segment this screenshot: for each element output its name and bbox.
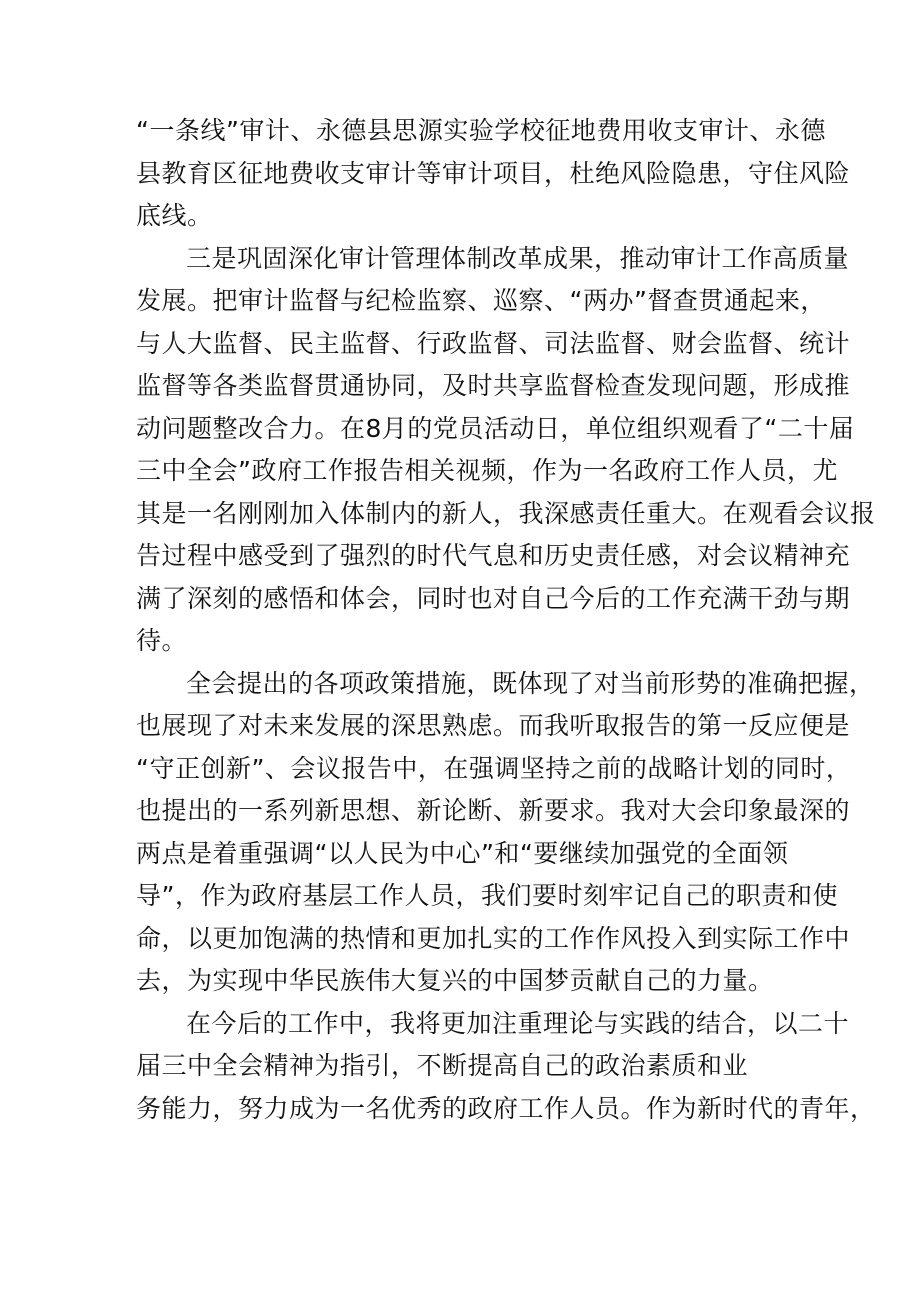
text-line: 底线。 [136, 201, 213, 230]
text-line: 命，以更加饱满的热情和更加扎实的工作作风投入到实际工作中 [136, 923, 851, 953]
text-line: 导”，作为政府基层工作人员，我们要时刻牢记自己的职责和使 [136, 881, 838, 910]
text-line: 县教育区征地费收支审计等审计项目，杜绝风险隐患，守住风险 [136, 158, 851, 188]
text-line: 务能力，努力成为一名优秀的政府工作人员。作为新时代的青年， [136, 1093, 876, 1123]
text-line: 动问题整改合力。在8月的党员活动日，单位组织观看了“二十届 [136, 413, 855, 443]
paragraph-start-line: 全会提出的各项政策措施，既体现了对当前形势的准确把握， [186, 668, 875, 698]
text-line: “守正创新”、会议报告中，在强调坚持之前的战略计划的同时， [136, 753, 852, 783]
text-line: 两点是着重强调“以人民为中心”和“要继续加强党的全面领 [136, 838, 789, 868]
text-line: 去，为实现中华民族伟大复兴的中国梦贡献自己的力量。 [136, 966, 774, 995]
paragraph-start-line: 三是巩固深化审计管理体制改革成果，推动审计工作高质量 [186, 243, 850, 273]
text-line: 三中全会”政府工作报告相关视频，作为一名政府工作人员，尤 [136, 456, 838, 485]
paragraph-start-line: 在今后的工作中，我将更加注重理论与实践的结合，以二十 [186, 1008, 850, 1038]
body-text [136, 110, 876, 1130]
text-line: “一条线”审计、永德县思源实验学校征地费用收支审计、永德 [136, 116, 826, 145]
text-line: 与人大监督、民主监督、行政监督、司法监督、财会监督、统计 [136, 328, 851, 358]
text-line: 其是一名刚刚加入体制内的新人，我深感责任重大。在观看会议报 [136, 498, 876, 528]
text-line: 监督等各类监督贯通协同，及时共享监督检查发现问题，形成推 [136, 371, 851, 400]
text-line: 待。 [136, 626, 188, 655]
text-line: 也展现了对未来发展的深思熟虑。而我听取报告的第一反应便是 [136, 711, 851, 740]
text-line: 也提出的一系列新思想、新论断、新要求。我对大会印象最深的 [136, 796, 851, 825]
text-line: 发展。把审计监督与纪检监察、巡察、“两办”督查贯通起来， [136, 286, 826, 315]
text-line: 届三中全会精神为指引，不断提高自己的政治素质和业 [136, 1051, 749, 1080]
text-line: 满了深刻的感悟和体会，同时也对自己今后的工作充满干劲与期 [136, 583, 851, 613]
text-line: 告过程中感受到了强烈的时代气息和历史责任感，对会议精神充 [136, 541, 851, 570]
